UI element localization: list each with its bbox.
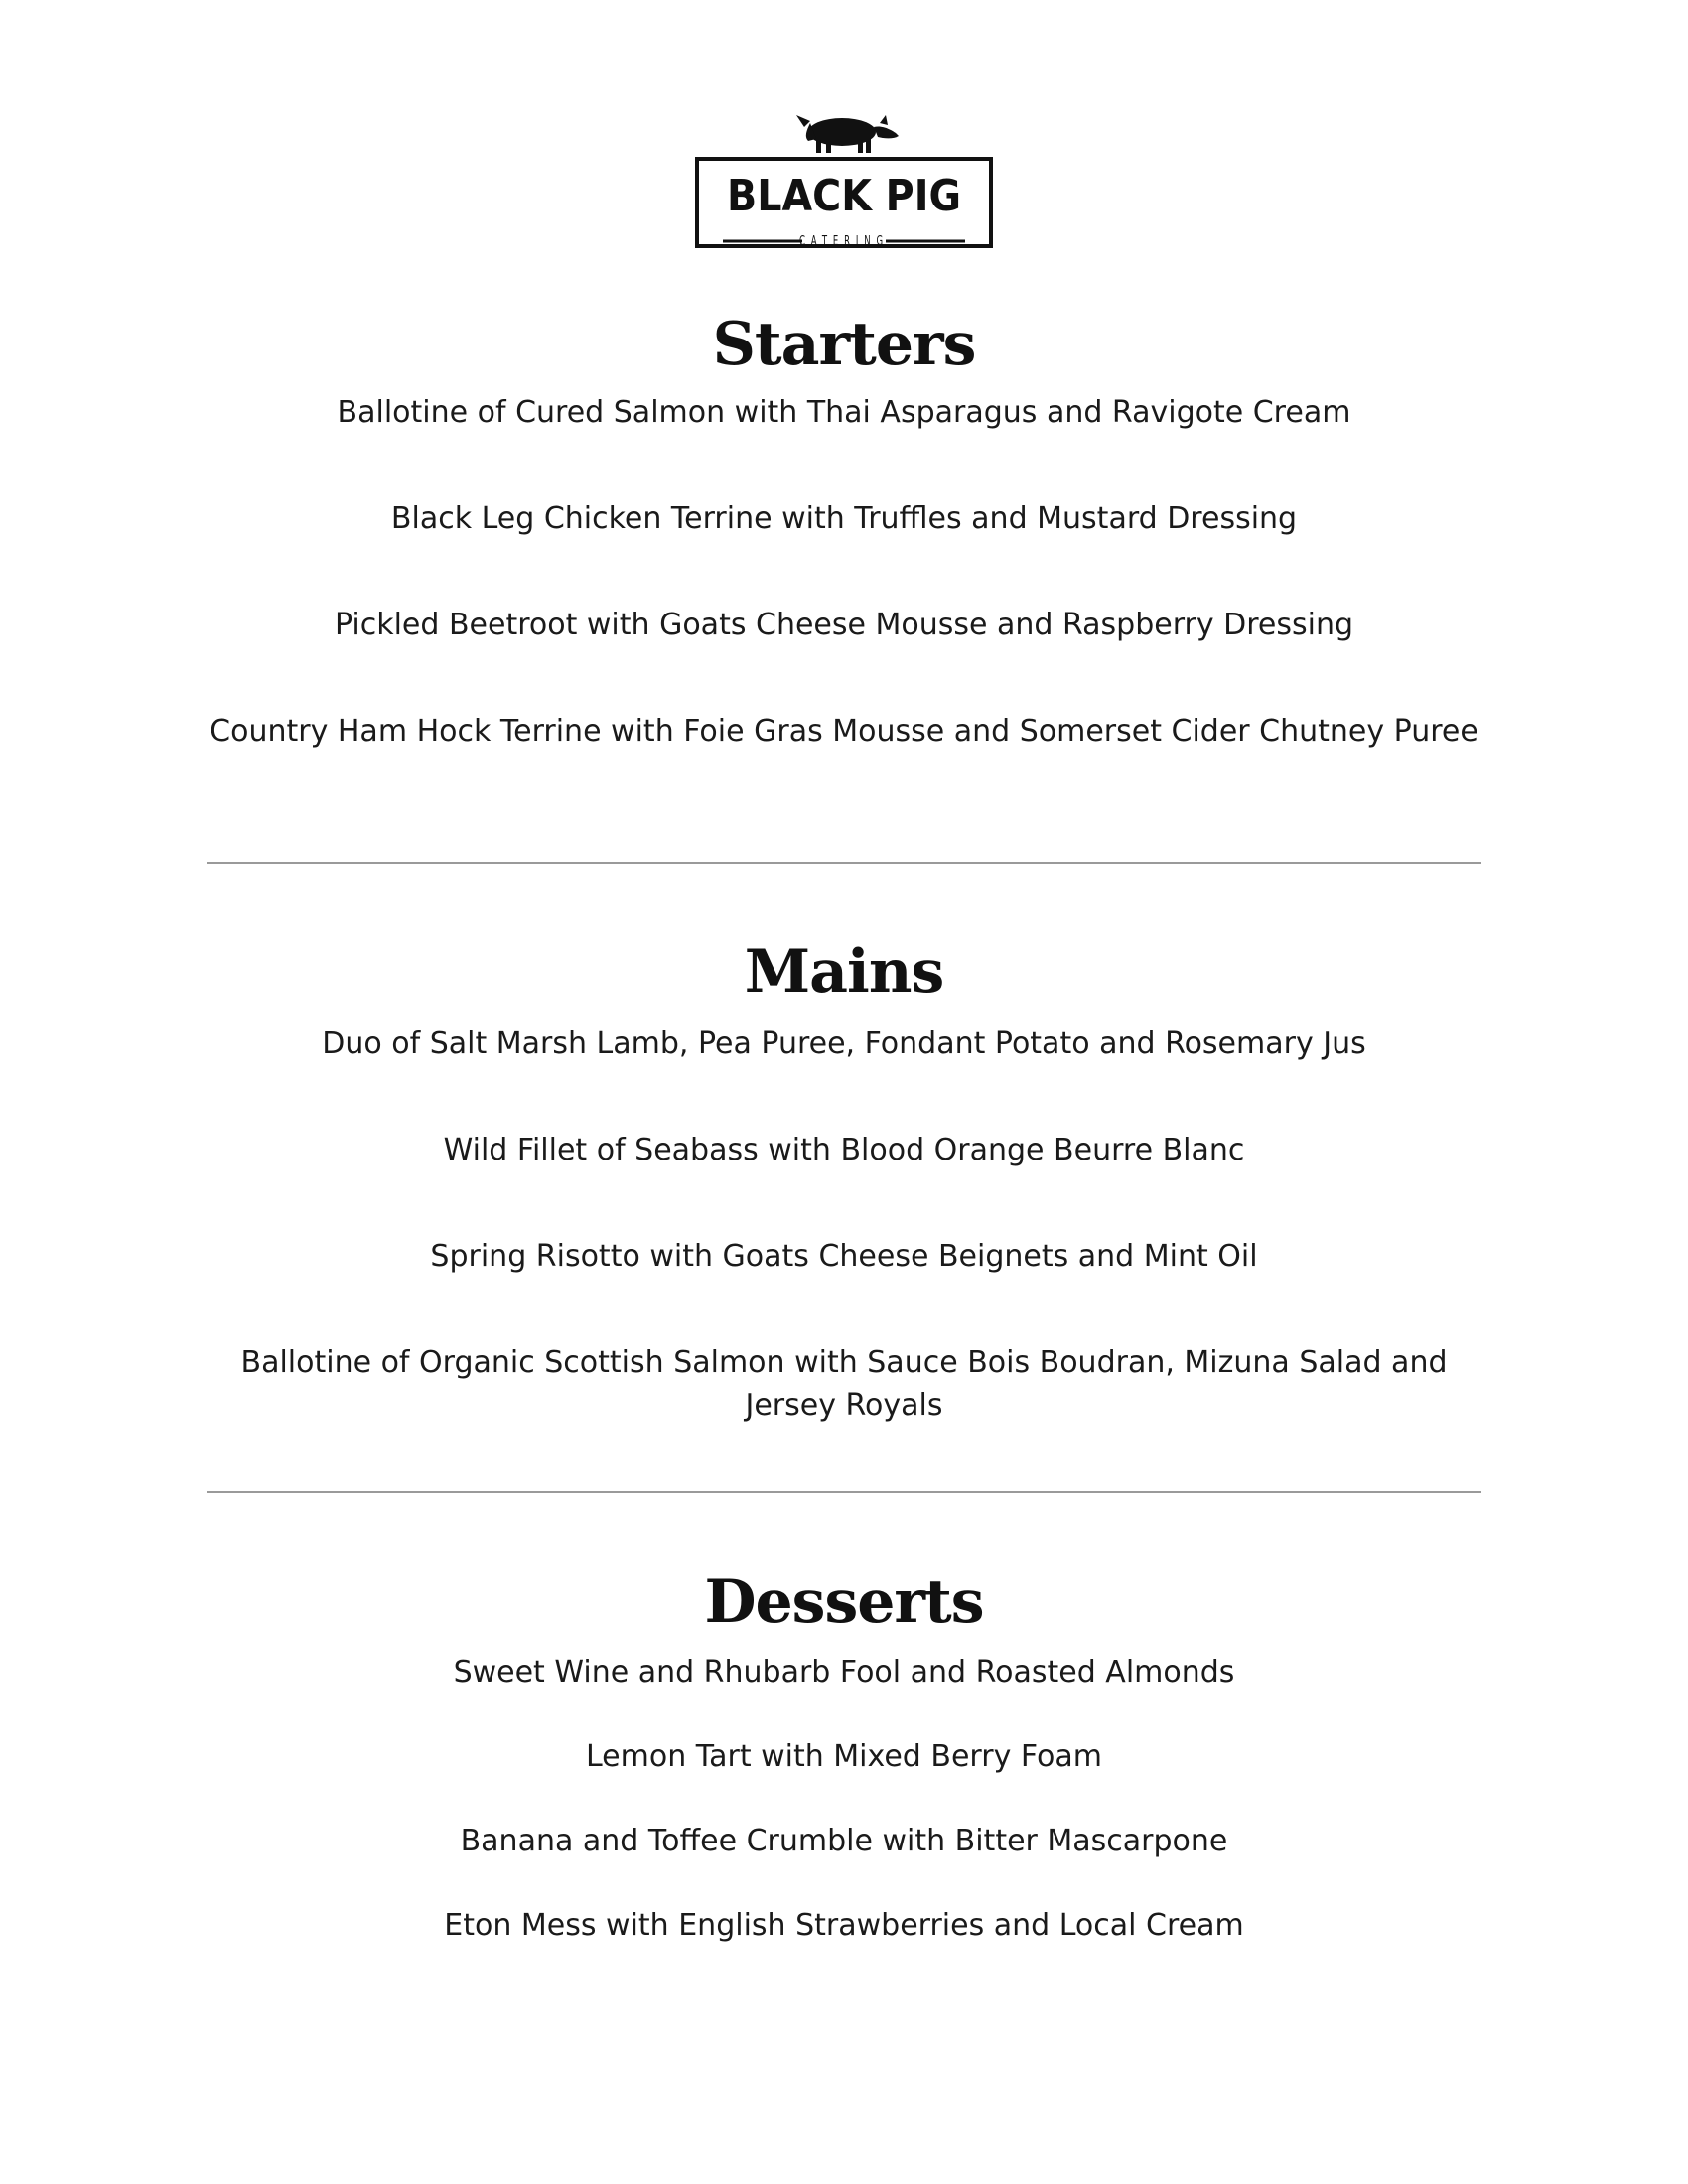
section-title-starters: Starters	[712, 310, 976, 379]
section-starters	[0, 306, 1688, 752]
pig-icon	[796, 115, 899, 153]
menu-item: Wild Fillet of Seabass with Blood Orange Beurre Blanc	[443, 1133, 1245, 1167]
logo-subtitle: CATERING	[799, 234, 889, 249]
menu-item: Spring Risotto with Goats Cheese Beignets and Mint Oil	[430, 1239, 1258, 1274]
menu-item: Banana and Toffee Crumble with Bitter Mascarpone	[460, 1824, 1228, 1858]
menu-item: Lemon Tart with Mixed Berry Foam	[585, 1739, 1103, 1774]
menu-item: Pickled Beetroot with Goats Cheese Mousse and Raspberry Dressing	[334, 608, 1354, 642]
menu-item: Sweet Wine and Rhubarb Fool and Roasted Almonds	[453, 1655, 1235, 1690]
menu-item: Ballotine of Organic Scottish Salmon with Sauce Bois Boudran, Mizuna Salad and Jersey Royals	[240, 1345, 1448, 1423]
desserts-list	[0, 1651, 1688, 1947]
menu-item: Eton Mess with English Strawberries and Local Cream	[444, 1908, 1244, 1943]
menu-item: Black Leg Chicken Terrine with Truffles and Mustard Dressing	[390, 501, 1298, 536]
menu-item: Ballotine of Cured Salmon with Thai Asparagus and Ravigote Cream	[337, 395, 1351, 430]
menu-item: Duo of Salt Marsh Lamb, Pea Puree, Fondant Potato and Rosemary Jus	[322, 1026, 1366, 1061]
starters-list	[0, 391, 1688, 752]
section-title-mains: Mains	[744, 937, 944, 1007]
black-pig-logo	[695, 103, 993, 250]
logo-name: BLACK PIG	[727, 171, 961, 221]
section-divider	[207, 1491, 1481, 1493]
section-divider	[207, 862, 1481, 864]
section-mains	[0, 933, 1688, 1427]
section-desserts	[0, 1564, 1688, 1947]
menu-item: Country Ham Hock Terrine with Foie Gras Mousse and Somerset Cider Chutney Puree	[210, 714, 1478, 749]
section-title-desserts: Desserts	[704, 1568, 984, 1637]
mains-list	[0, 1023, 1688, 1427]
